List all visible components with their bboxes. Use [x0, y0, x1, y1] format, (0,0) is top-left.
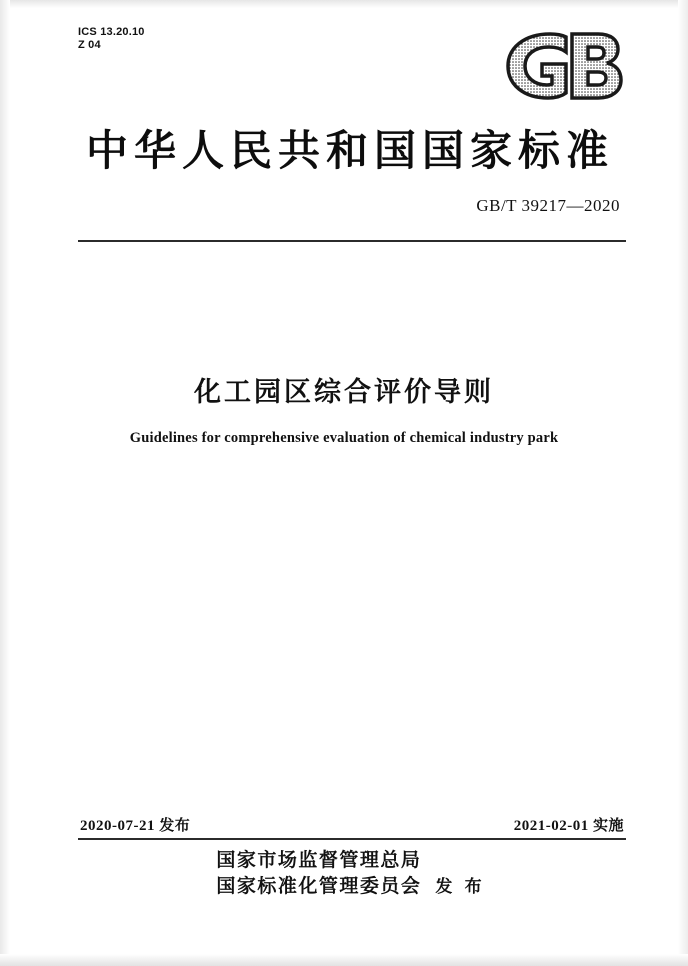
- page-edge-shadow-top: [0, 0, 688, 8]
- issuer-block: [0, 848, 688, 900]
- header-divider: [78, 240, 626, 242]
- footer-divider: [78, 838, 626, 840]
- ccs-code: Z 04: [78, 39, 101, 51]
- ics-classification-block: [78, 26, 145, 52]
- document-title-chinese: 化工园区综合评价导则: [194, 377, 494, 407]
- document-title-english: Guidelines for comprehensive evaluation of chemical industry park: [129, 430, 559, 446]
- standard-number: GB/T 39217—2020: [476, 196, 620, 215]
- issuer-line-1: 国家市场监督管理总局: [216, 850, 422, 871]
- issuer-line-2: 国家标准化管理委员会: [216, 876, 422, 897]
- page-title: 中华人民共和国国家标准: [85, 129, 614, 175]
- issuer-action-label: 发 布: [435, 876, 486, 896]
- page-edge-shadow-bottom: [0, 954, 688, 966]
- issue-date: 2020-07-21 发布: [80, 818, 191, 834]
- issuer-names: [216, 848, 421, 900]
- effective-date: 2021-02-01 实施: [513, 818, 624, 834]
- ics-code: ICS 13.20.10: [78, 26, 145, 38]
- gb-logo-icon: [494, 28, 626, 102]
